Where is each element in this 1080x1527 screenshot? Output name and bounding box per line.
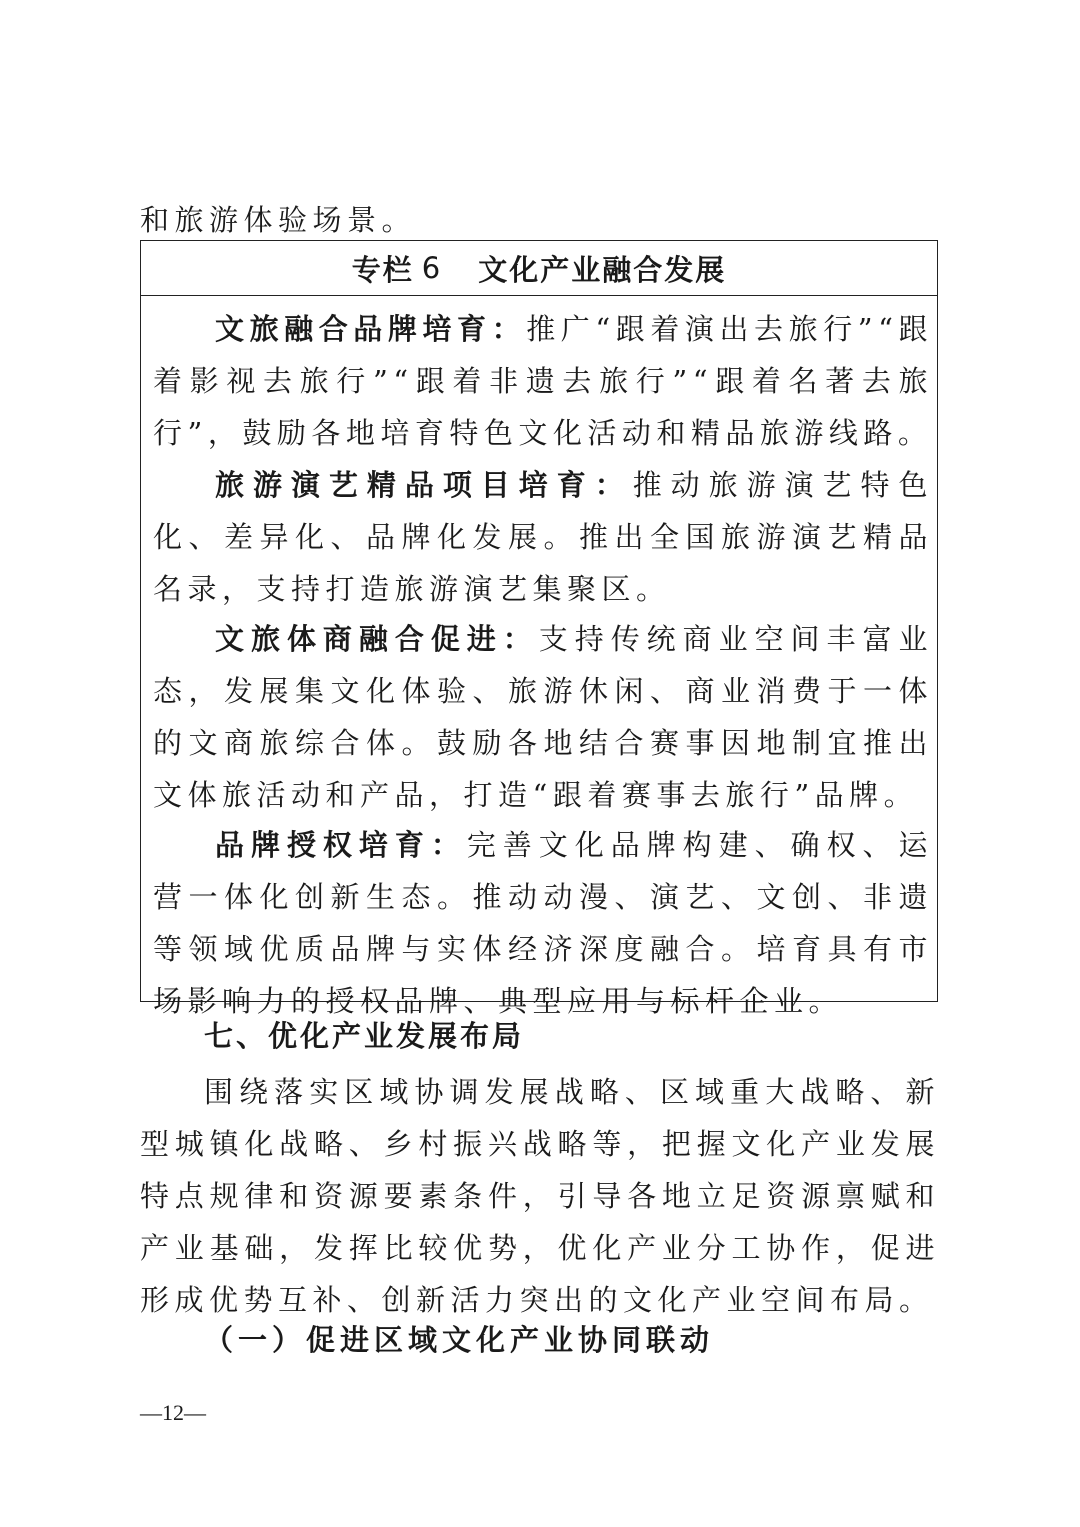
continuation-text: 和旅游体验场景。 <box>140 203 417 237</box>
special-column-item <box>153 819 933 1027</box>
section-paragraph: 围绕落实区域协调发展战略、区域重大战略、新型城镇化战略、乡村振兴战略等，把握文化产业发展特点规律和资源要素条件，引导各地立足资源禀赋和产业基础，发挥比较优势，优化产业分工协作，促进形成优势互补、创新活力突出的文化产业空间布局。 <box>140 1075 940 1317</box>
page-number: —12— <box>140 1400 206 1425</box>
special-column-item-body: 推动旅游演艺特色化、差异化、品牌化发展。推出全国旅游演艺精品名录，支持打造旅游演艺集聚区。 <box>153 468 933 606</box>
special-column-item-lead: 品牌授权培育： <box>215 828 467 862</box>
special-column-item-body: 支持传统商业空间丰富业态，发展集文化体验、旅游休闲、商业消费于一体的文商旅综合体。鼓励各地结合赛事因地制宜推出文体旅活动和产品，打造“跟着赛事去旅行”品牌。 <box>153 622 933 812</box>
special-column-title-prefix: 专栏 <box>351 252 414 287</box>
special-column-item-body: 推广“跟着演出去旅行”“跟着影视去旅行”“跟着非遗去旅行”“跟着名著去旅行”，鼓励各地培育特色文化活动和精品旅游线路。 <box>153 312 933 450</box>
special-column-item-lead: 文旅体商融合促进： <box>215 622 539 656</box>
special-column-title-number: 6 <box>421 251 443 285</box>
special-column-item-lead: 旅游演艺精品项目培育： <box>215 468 633 502</box>
special-column-item <box>153 613 933 821</box>
special-column-item <box>153 459 933 615</box>
special-column-title <box>141 241 937 296</box>
special-column-item <box>153 303 933 459</box>
special-column-item-lead: 文旅融合品牌培育： <box>215 312 527 346</box>
special-column-title-text: 文化产业融合发展 <box>478 252 727 287</box>
section-subheading: （一）促进区域文化产业协同联动 <box>204 1323 715 1357</box>
special-column-item-body: 完善文化品牌构建、确权、运营一体化创新生态。推动动漫、演艺、文创、非遗等领域优质品牌与实体经济深度融合。培育具有市场影响力的授权品牌、典型应用与标杆企业。 <box>153 828 933 1018</box>
section-heading: 七、优化产业发展布局 <box>204 1019 525 1053</box>
special-column-box <box>140 240 938 1018</box>
